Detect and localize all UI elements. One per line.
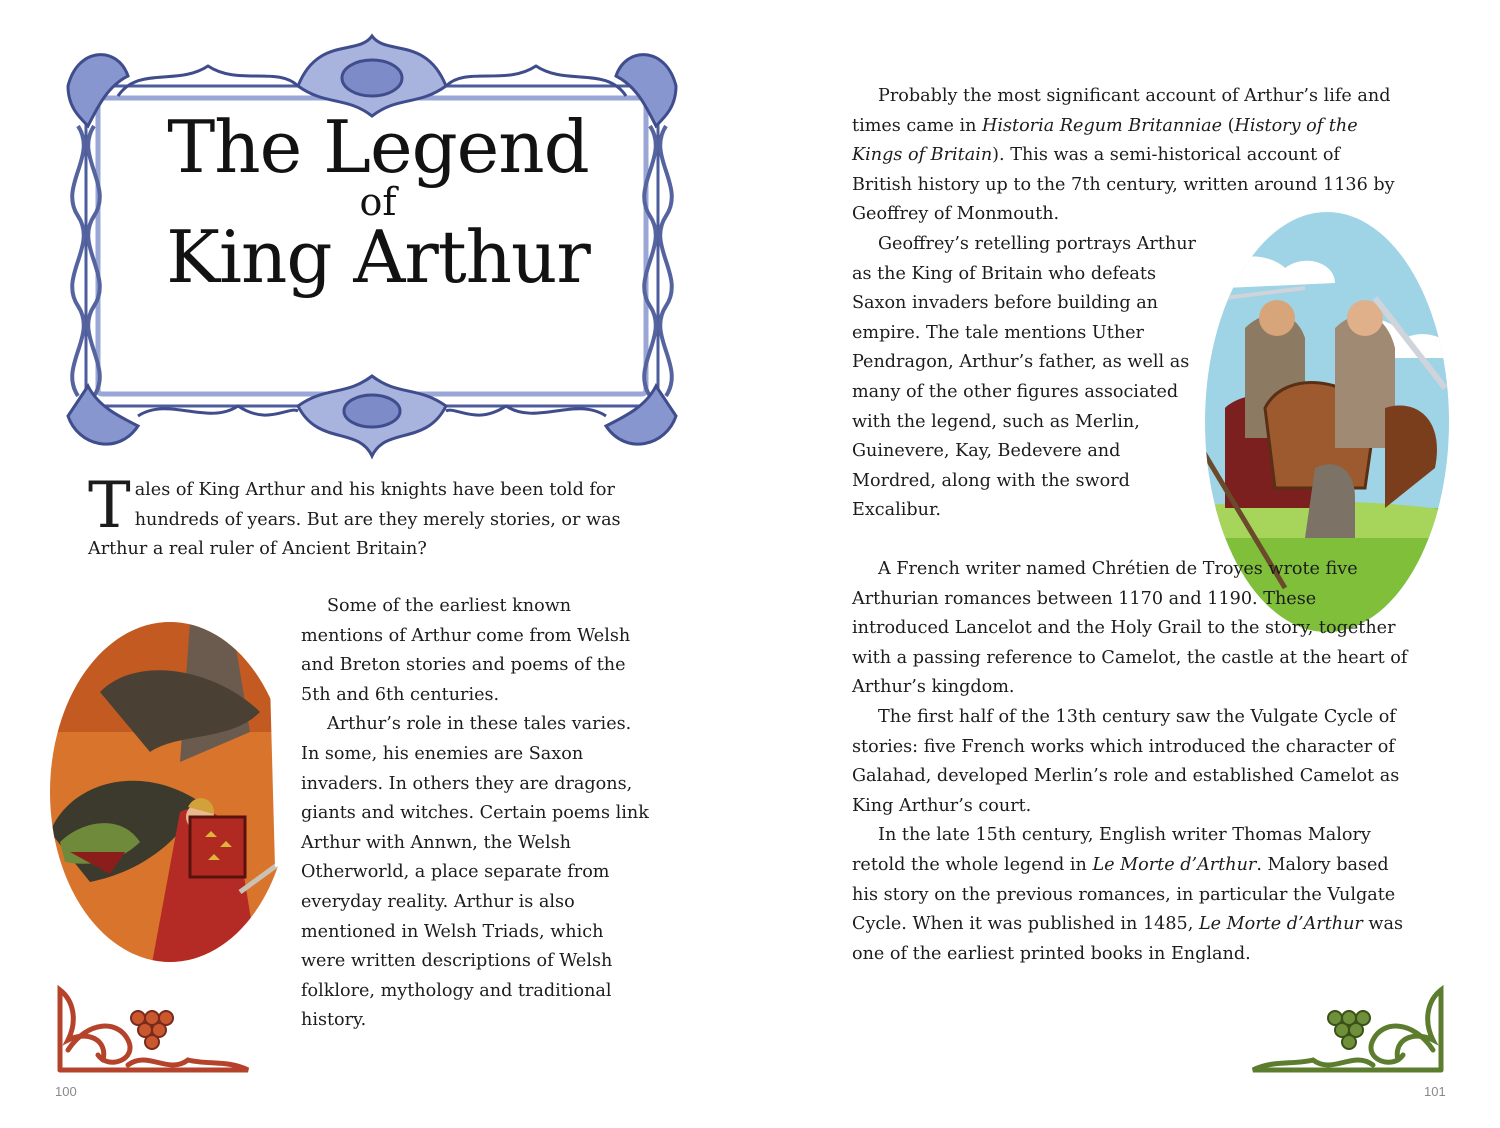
book-title: Le Morte d’Arthur — [1092, 854, 1257, 875]
text-run: ( — [1222, 115, 1235, 136]
drop-cap: T — [88, 469, 131, 543]
title-line-1: The Legend — [167, 105, 589, 189]
page-number-right: 101 — [1424, 1084, 1446, 1099]
page-number-left: 100 — [55, 1084, 77, 1099]
paragraph-5 — [852, 821, 1410, 969]
celtic-knot-corner-icon — [48, 980, 253, 1080]
text-run: . Malory based his story on the previous romances, in particular the Vulgate Cycle. When it was published in 1485, — [852, 854, 1396, 935]
paragraph: Some of the earliest known mentions of Arthur come from Welsh and Breton stories and poems of the 5th and 6th centuries. — [301, 596, 631, 705]
page-title — [153, 105, 603, 299]
book-title: History of the Kings of Britain — [852, 115, 1358, 166]
book-title: Le Morte d’Arthur — [1198, 914, 1363, 935]
text-run: was one of the earliest printed books in England. — [852, 914, 1404, 964]
celtic-knot-corner-icon — [1248, 980, 1453, 1080]
body-text-right-lower — [852, 555, 1410, 969]
paragraph-4: The first half of the 13th century saw the Vulgate Cycle of stories: five French works which introduced the character of Galahad, developed Merlin’s role and established Camelot as King Arthur’s court. — [852, 706, 1400, 816]
title-line-3: King Arthur — [166, 215, 590, 299]
body-text-right — [852, 82, 1410, 230]
text-run: Probably the most significant account of Arthur’s life and times came in — [852, 86, 1391, 136]
paragraph-3: A French writer named Chrétien de Troyes wrote five Arthurian romances between 1170 and 1190. These introduced Lancelot and the Holy Grail to the story, together with a passing reference to Camelot, the castle at the heart of Arthur’s kingdom. — [852, 559, 1408, 698]
paragraph-2: Geoffrey’s retelling portrays Arthur as the King of Britain who defeats Saxon invaders before building an empire. The tale mentions Uther Pendragon, Arthur’s father, as well as many of the other figures associated with the legend, such as Merlin, Guinevere, Kay, Bedevere and Mordred, along with the sword Excalibur. — [852, 234, 1196, 521]
paragraph: Arthur’s role in these tales varies. In some, his enemies are Saxon invaders. In others they are dragons, giants and witches. Certain poems link Arthur with Annwn, the Welsh Otherworld, a place separate from everyday reality. Arthur is also mentioned in Welsh Triads, which were written descriptions of Welsh folklore, mythology and traditional history. — [301, 714, 649, 1031]
intro-text: ales of King Arthur and his knights have been told for hundreds of years. But are they merely stories, or was Arthur a real ruler of Ancient Britain? — [88, 480, 621, 560]
text-run: In the late 15th century, English writer Thomas Malory retold the whole legend in — [852, 825, 1371, 875]
body-text-left — [301, 592, 651, 1036]
body-text-right-wrap — [852, 230, 1202, 526]
text-run: ). This was a semi-historical account of British history up to the 7th century, written around 1136 by Geoffrey of Monmouth. — [852, 145, 1395, 225]
book-title: Historia Regum Britanniae — [982, 115, 1223, 136]
right-page — [750, 0, 1500, 1128]
title-line-2: of — [359, 180, 397, 224]
dragon-knight-illustration — [30, 612, 300, 974]
intro-paragraph — [88, 469, 628, 565]
paragraph-1 — [852, 82, 1400, 230]
